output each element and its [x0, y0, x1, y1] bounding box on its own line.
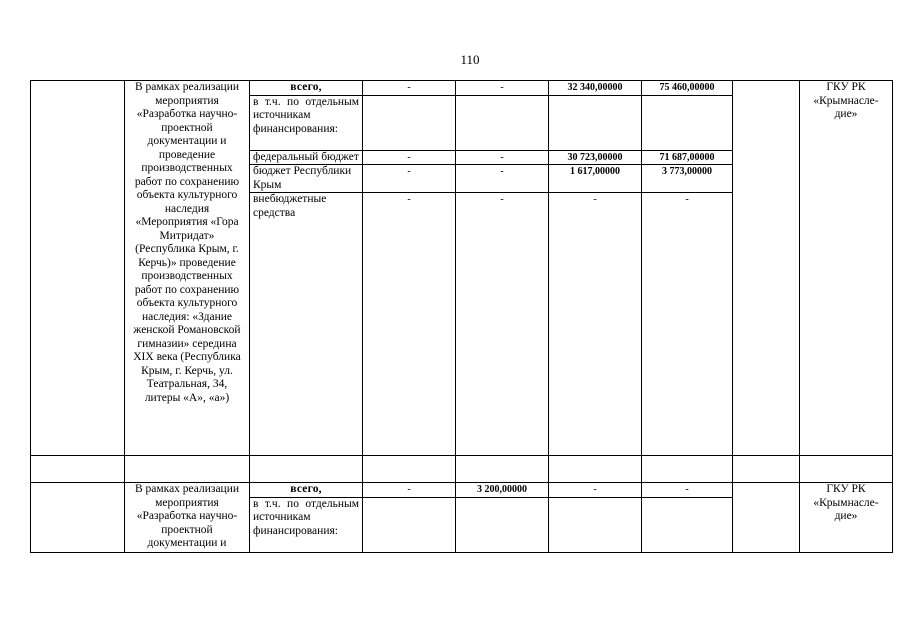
source-total-label: всего, [250, 81, 363, 96]
value-cell: 32 340,00000 [549, 81, 642, 96]
source-label: в т.ч. по отдельным источникам финансирования: [250, 95, 363, 150]
table-gap-row [31, 456, 893, 483]
budget-table [30, 80, 893, 553]
value-cell [456, 95, 549, 150]
value-cell: - [456, 193, 549, 456]
value-cell: - [363, 150, 456, 165]
value-cell [642, 497, 733, 552]
value-cell: 3 773,00000 [642, 165, 733, 193]
value-cell: - [549, 193, 642, 456]
value-cell: 75 460,00000 [642, 81, 733, 96]
table-row [31, 81, 893, 96]
value-cell [363, 497, 456, 552]
value-cell: - [363, 81, 456, 96]
value-cell [642, 95, 733, 150]
source-label: внебюджетные средства [250, 193, 363, 456]
executor-line: ГКУ РК [826, 483, 866, 495]
executor-line: ГКУ РК [826, 81, 866, 93]
blank-cell [733, 483, 800, 553]
source-label: бюджет Республики Крым [250, 165, 363, 193]
value-cell: - [363, 483, 456, 498]
blank-cell [733, 81, 800, 456]
blank-cell [456, 456, 549, 483]
blank-cell [363, 456, 456, 483]
source-label: в т.ч. по отдельным источникам финансирования: [250, 497, 363, 552]
table-row [31, 483, 893, 498]
executor-line: «Крымнасле-дие» [813, 94, 879, 120]
page-number: 110 [460, 52, 480, 67]
blank-cell [642, 456, 733, 483]
blank-cell [733, 456, 800, 483]
blank-cell [549, 456, 642, 483]
executor-line: «Крымнасле-дие» [813, 496, 879, 522]
value-cell: - [363, 165, 456, 193]
blank-cell [31, 81, 125, 456]
value-cell: - [456, 165, 549, 193]
value-cell [549, 95, 642, 150]
value-cell: - [642, 483, 733, 498]
value-cell: - [549, 483, 642, 498]
measure-description: В рамках реализации мероприятия «Разработка научно-проектной документации и проведение производственных работ по сохранению объекта культурного наследия «Мероприятия «Гора Митридат» (Республика Крым, г. Керчь)» проведение производственных работ по сохранению объекта культурного наследия: «Здание женской Романовской гимназии» середина XIX века (Республика Крым, г. Керчь, ул. Театральная, 34, литеры «А», «а») [125, 81, 250, 456]
value-cell: - [642, 193, 733, 456]
value-cell [549, 497, 642, 552]
blank-cell [125, 456, 250, 483]
executor-cell [800, 483, 893, 553]
blank-cell [31, 483, 125, 553]
value-cell: 3 200,00000 [456, 483, 549, 498]
measure-description: В рамках реализации мероприятия «Разработка научно-проектной документации и [125, 483, 250, 553]
source-total-label: всего, [250, 483, 363, 498]
value-cell [363, 95, 456, 150]
value-cell: 1 617,00000 [549, 165, 642, 193]
source-label: федеральный бюджет [250, 150, 363, 165]
value-cell: - [456, 81, 549, 96]
blank-cell [31, 456, 125, 483]
blank-cell [250, 456, 363, 483]
value-cell: 30 723,00000 [549, 150, 642, 165]
executor-cell [800, 81, 893, 456]
blank-cell [800, 456, 893, 483]
value-cell [456, 497, 549, 552]
value-cell: - [363, 193, 456, 456]
value-cell: 71 687,00000 [642, 150, 733, 165]
value-cell: - [456, 150, 549, 165]
